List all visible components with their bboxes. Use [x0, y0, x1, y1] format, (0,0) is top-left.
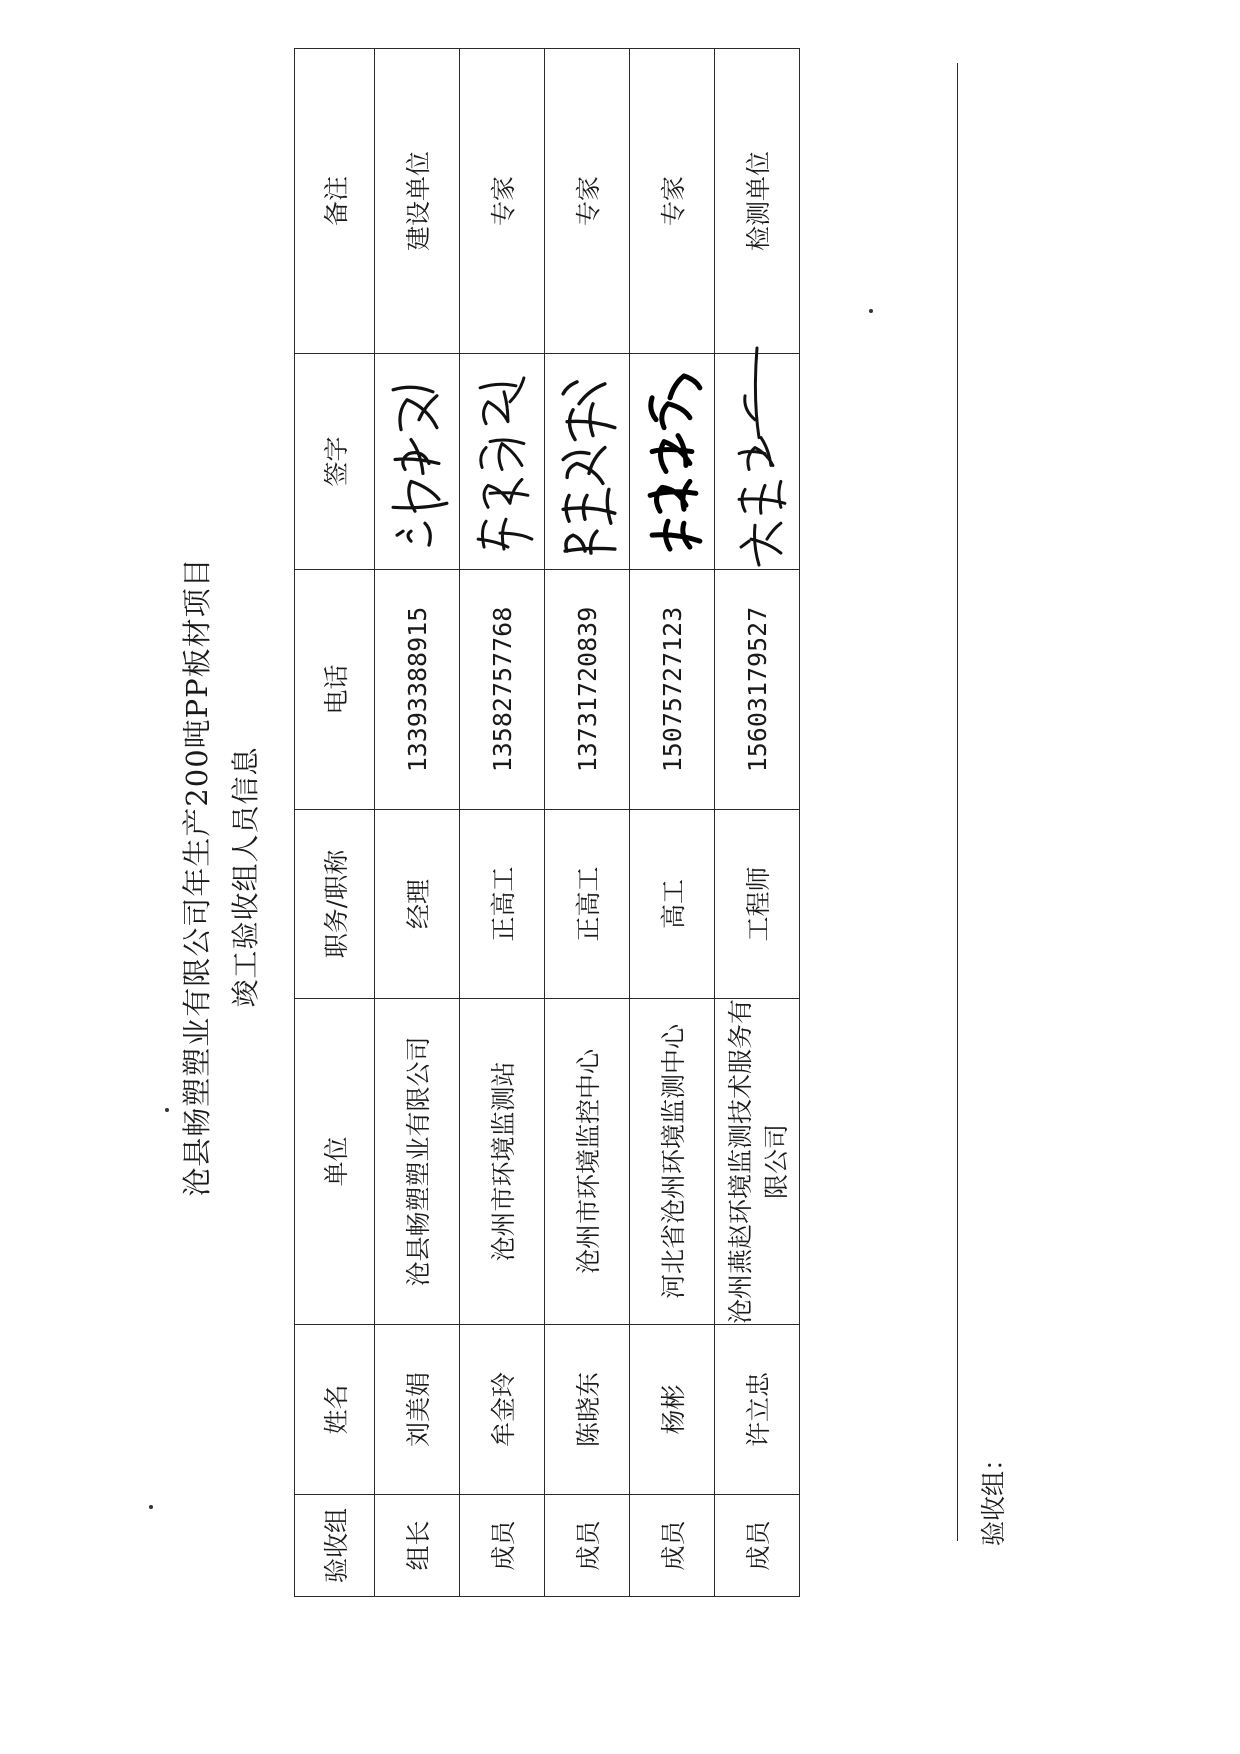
- header-unit: 单位: [295, 999, 375, 1325]
- cell-unit: 沧州燕赵环境监测技术服务有限公司: [715, 999, 800, 1325]
- cell-title: 正高工: [460, 810, 545, 999]
- handwritten-signature: [375, 354, 459, 569]
- cell-signature: [545, 354, 630, 570]
- document-subtitle: 竣工验收组人员信息: [229, 746, 262, 1008]
- footer-rule: [957, 63, 958, 1541]
- cell-note: 专家: [460, 49, 545, 354]
- table-row: [630, 49, 715, 1597]
- cell-unit: 沧州市环境监控中心: [545, 999, 630, 1325]
- cell-name: 杨彬: [630, 1325, 715, 1495]
- table-row: [715, 49, 800, 1597]
- header-phone: 电话: [295, 570, 375, 810]
- cell-name: 牟金玲: [460, 1325, 545, 1495]
- cell-signature: [460, 354, 545, 570]
- header-name: 姓名: [295, 1325, 375, 1495]
- cell-phone: 15075727123: [630, 570, 715, 810]
- cell-title: 经理: [375, 810, 460, 999]
- cell-title: 正高工: [545, 810, 630, 999]
- cell-signature: [715, 354, 800, 570]
- cell-note: 检测单位: [715, 49, 800, 354]
- cell-note: 专家: [630, 49, 715, 354]
- cell-name: 许立忠: [715, 1325, 800, 1495]
- cell-role: 成员: [545, 1495, 630, 1597]
- document-title: 沧县畅塑塑业有限公司年生产200吨PP板材项目: [180, 557, 214, 1197]
- cell-role: 成员: [630, 1495, 715, 1597]
- handwritten-signature: [545, 354, 629, 569]
- cell-role: 成员: [460, 1495, 545, 1597]
- cell-title: 高工: [630, 810, 715, 999]
- table-row: [460, 49, 545, 1597]
- cell-note: 专家: [545, 49, 630, 354]
- cell-role: 组长: [375, 1495, 460, 1597]
- handwritten-signature: [630, 354, 714, 569]
- header-group: 验收组: [295, 1495, 375, 1597]
- cell-signature: [630, 354, 715, 570]
- table-row: [375, 49, 460, 1597]
- cell-title: 工程师: [715, 810, 800, 999]
- scan-speck: [869, 309, 873, 313]
- cell-unit: 沧州市环境监测站: [460, 999, 545, 1325]
- cell-phone: 13731720839: [545, 570, 630, 810]
- handwritten-signature: [460, 354, 544, 569]
- cell-note: 建设单位: [375, 49, 460, 354]
- cell-name: 刘美娟: [375, 1325, 460, 1495]
- header-title: 职务/职称: [295, 810, 375, 999]
- handwritten-signature: [715, 354, 799, 569]
- inspection-team-table: [294, 48, 800, 1597]
- scan-speck: [165, 1108, 169, 1112]
- header-note: 备注: [295, 49, 375, 354]
- cell-signature: [375, 354, 460, 570]
- cell-phone: 13582757768: [460, 570, 545, 810]
- table-header-row: [295, 49, 375, 1597]
- footer-label: 验收组：: [979, 1445, 1008, 1546]
- cell-phone: 13393388915: [375, 570, 460, 810]
- cell-unit: 河北省沧州环境监测中心: [630, 999, 715, 1325]
- header-signature: 签字: [295, 354, 375, 570]
- table-row: [545, 49, 630, 1597]
- cell-phone: 15603179527: [715, 570, 800, 810]
- cell-unit: 沧县畅塑塑业有限公司: [375, 999, 460, 1325]
- scan-speck: [149, 1505, 153, 1509]
- cell-role: 成员: [715, 1495, 800, 1597]
- cell-name: 陈晓东: [545, 1325, 630, 1495]
